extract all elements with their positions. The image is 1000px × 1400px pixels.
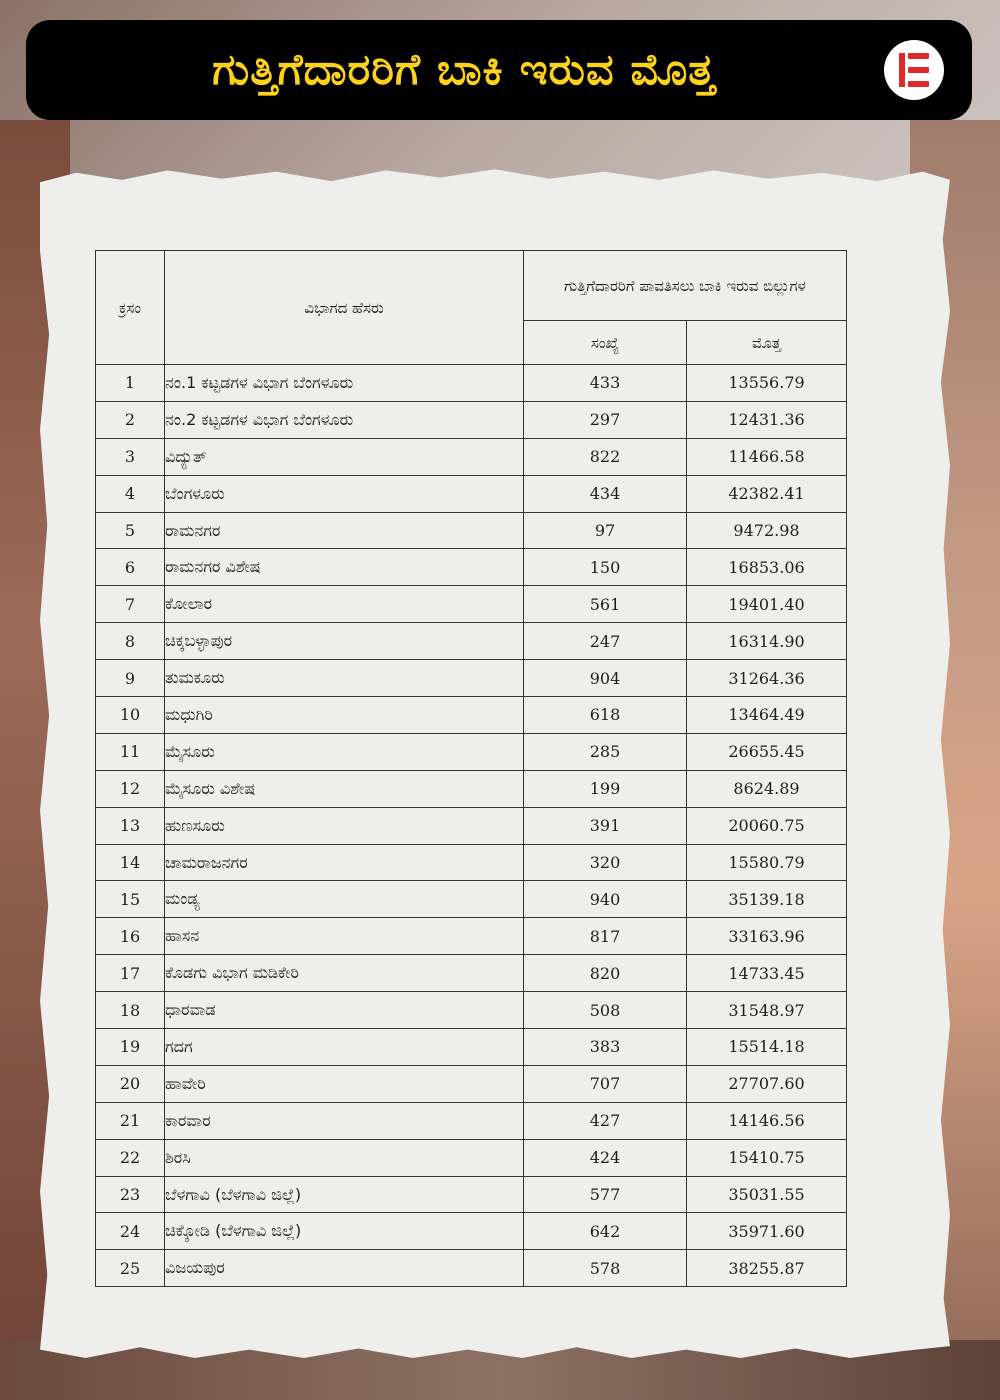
e-logo-icon	[884, 40, 944, 100]
table-row	[96, 660, 847, 697]
header-count: ಸಂಖ್ಯೆ	[524, 321, 687, 365]
row-bill-amount: 27707.60	[687, 1065, 847, 1102]
row-bill-count: 97	[524, 512, 687, 549]
row-division-name: ಶಿರಸಿ	[165, 1139, 524, 1176]
table-row	[96, 623, 847, 660]
row-division-name: ನಂ.2 ಕಟ್ಟಡಗಳ ವಿಭಾಗ ಬೆಂಗಳೂರು	[165, 401, 524, 438]
row-bill-amount: 9472.98	[687, 512, 847, 549]
row-bill-count: 320	[524, 844, 687, 881]
row-sl-no: 10	[96, 697, 165, 734]
row-bill-count: 285	[524, 733, 687, 770]
table-row	[96, 1250, 847, 1287]
table-row	[96, 1213, 847, 1250]
row-bill-amount: 20060.75	[687, 807, 847, 844]
row-sl-no: 18	[96, 992, 165, 1029]
table-row	[96, 1176, 847, 1213]
row-division-name: ಗದಗ	[165, 1029, 524, 1066]
row-bill-amount: 31264.36	[687, 660, 847, 697]
row-bill-count: 199	[524, 770, 687, 807]
table-row	[96, 549, 847, 586]
row-bill-amount: 13556.79	[687, 365, 847, 402]
row-bill-amount: 16853.06	[687, 549, 847, 586]
row-bill-count: 433	[524, 365, 687, 402]
row-division-name: ರಾಮನಗರ	[165, 512, 524, 549]
row-bill-count: 247	[524, 623, 687, 660]
row-bill-amount: 38255.87	[687, 1250, 847, 1287]
row-division-name: ಚಿಕ್ಕೋಡಿ (ಬೆಳಗಾವಿ ಜಿಲ್ಲೆ)	[165, 1213, 524, 1250]
row-sl-no: 5	[96, 512, 165, 549]
row-division-name: ಬೆಳಗಾವಿ (ಬೆಳಗಾವಿ ಜಿಲ್ಲೆ)	[165, 1176, 524, 1213]
row-sl-no: 13	[96, 807, 165, 844]
header-pending-bills: ಗುತ್ತಿಗೆದಾರರಿಗೆ ಪಾವತಿಸಲು ಬಾಕಿ ಇರುವ ಬಿಲ್ಲುಗಳ	[524, 251, 847, 321]
row-sl-no: 23	[96, 1176, 165, 1213]
row-bill-amount: 8624.89	[687, 770, 847, 807]
row-sl-no: 2	[96, 401, 165, 438]
row-bill-amount: 14733.45	[687, 955, 847, 992]
row-sl-no: 7	[96, 586, 165, 623]
row-bill-count: 822	[524, 438, 687, 475]
row-division-name: ರಾಮನಗರ ವಿಶೇಷ	[165, 549, 524, 586]
row-bill-amount: 35139.18	[687, 881, 847, 918]
table-row	[96, 697, 847, 734]
table-row	[96, 1102, 847, 1139]
row-division-name: ಕಾರವಾರ	[165, 1102, 524, 1139]
row-sl-no: 20	[96, 1065, 165, 1102]
table-row	[96, 1029, 847, 1066]
row-bill-amount: 15514.18	[687, 1029, 847, 1066]
row-bill-amount: 19401.40	[687, 586, 847, 623]
row-division-name: ಹಾಸನ	[165, 918, 524, 955]
row-division-name: ಚಿಕ್ಕಬಳ್ಳಾಪುರ	[165, 623, 524, 660]
table-row	[96, 512, 847, 549]
row-bill-amount: 35971.60	[687, 1213, 847, 1250]
page-title: ಗುತ್ತಿಗೆದಾರರಿಗೆ ಬಾಕಿ ಇರುವ ಮೊತ್ತ	[212, 45, 716, 95]
row-sl-no: 22	[96, 1139, 165, 1176]
row-bill-count: 817	[524, 918, 687, 955]
row-division-name: ಧಾರವಾಡ	[165, 992, 524, 1029]
row-division-name: ಮೈಸೂರು ವಿಶೇಷ	[165, 770, 524, 807]
row-division-name: ಕೋಲಾರ	[165, 586, 524, 623]
table-row	[96, 1065, 847, 1102]
header-amount: ಮೊತ್ತ	[687, 321, 847, 365]
row-sl-no: 19	[96, 1029, 165, 1066]
row-sl-no: 14	[96, 844, 165, 881]
row-sl-no: 8	[96, 623, 165, 660]
row-division-name: ಹಾವೇರಿ	[165, 1065, 524, 1102]
row-bill-count: 707	[524, 1065, 687, 1102]
row-bill-count: 577	[524, 1176, 687, 1213]
table-body	[96, 365, 847, 1287]
row-division-name: ಮಧುಗಿರಿ	[165, 697, 524, 734]
table-row	[96, 1139, 847, 1176]
table-row	[96, 586, 847, 623]
row-division-name: ಮೈಸೂರು	[165, 733, 524, 770]
table-row	[96, 918, 847, 955]
row-sl-no: 25	[96, 1250, 165, 1287]
table-row	[96, 475, 847, 512]
row-sl-no: 15	[96, 881, 165, 918]
row-sl-no: 11	[96, 733, 165, 770]
row-bill-count: 391	[524, 807, 687, 844]
row-sl-no: 24	[96, 1213, 165, 1250]
row-division-name: ವಿದ್ಯುತ್	[165, 438, 524, 475]
row-bill-amount: 12431.36	[687, 401, 847, 438]
row-sl-no: 1	[96, 365, 165, 402]
row-bill-count: 434	[524, 475, 687, 512]
row-bill-amount: 14146.56	[687, 1102, 847, 1139]
table-row	[96, 733, 847, 770]
row-bill-amount: 15410.75	[687, 1139, 847, 1176]
row-bill-amount: 33163.96	[687, 918, 847, 955]
header-division-name: ವಿಭಾಗದ ಹೆಸರು	[165, 251, 524, 365]
row-bill-count: 424	[524, 1139, 687, 1176]
table-row	[96, 807, 847, 844]
row-bill-amount: 13464.49	[687, 697, 847, 734]
row-bill-count: 618	[524, 697, 687, 734]
table-row	[96, 992, 847, 1029]
row-bill-count: 561	[524, 586, 687, 623]
row-sl-no: 9	[96, 660, 165, 697]
row-sl-no: 16	[96, 918, 165, 955]
row-bill-amount: 11466.58	[687, 438, 847, 475]
row-bill-amount: 26655.45	[687, 733, 847, 770]
row-sl-no: 17	[96, 955, 165, 992]
row-bill-count: 427	[524, 1102, 687, 1139]
pending-bills-table	[95, 250, 847, 1287]
title-banner	[26, 20, 972, 120]
table-row	[96, 401, 847, 438]
row-division-name: ಕೊಡಗು ವಿಭಾಗ ಮಡಿಕೇರಿ	[165, 955, 524, 992]
row-sl-no: 4	[96, 475, 165, 512]
table-row	[96, 881, 847, 918]
row-sl-no: 21	[96, 1102, 165, 1139]
row-bill-amount: 16314.90	[687, 623, 847, 660]
row-bill-count: 820	[524, 955, 687, 992]
row-division-name: ನಂ.1 ಕಟ್ಟಡಗಳ ವಿಭಾಗ ಬೆಂಗಳೂರು	[165, 365, 524, 402]
row-bill-count: 508	[524, 992, 687, 1029]
row-bill-amount: 35031.55	[687, 1176, 847, 1213]
row-bill-count: 297	[524, 401, 687, 438]
row-division-name: ತುಮಕೂರು	[165, 660, 524, 697]
row-division-name: ಮಂಡ್ಯ	[165, 881, 524, 918]
row-bill-count: 150	[524, 549, 687, 586]
row-sl-no: 6	[96, 549, 165, 586]
row-sl-no: 3	[96, 438, 165, 475]
row-bill-count: 578	[524, 1250, 687, 1287]
table-row	[96, 770, 847, 807]
header-sl-no: ಕ್ರಸಂ	[96, 251, 165, 365]
row-division-name: ಬೆಂಗಳೂರು	[165, 475, 524, 512]
row-bill-count: 383	[524, 1029, 687, 1066]
table-row	[96, 844, 847, 881]
row-bill-amount: 31548.97	[687, 992, 847, 1029]
row-bill-count: 940	[524, 881, 687, 918]
row-division-name: ಹುಣಸೂರು	[165, 807, 524, 844]
table-row	[96, 438, 847, 475]
table-row	[96, 365, 847, 402]
row-sl-no: 12	[96, 770, 165, 807]
table-row	[96, 955, 847, 992]
row-bill-count: 642	[524, 1213, 687, 1250]
row-bill-count: 904	[524, 660, 687, 697]
row-division-name: ಚಾಮರಾಜನಗರ	[165, 844, 524, 881]
row-bill-amount: 15580.79	[687, 844, 847, 881]
row-bill-amount: 42382.41	[687, 475, 847, 512]
row-division-name: ವಿಜಯಪುರ	[165, 1250, 524, 1287]
